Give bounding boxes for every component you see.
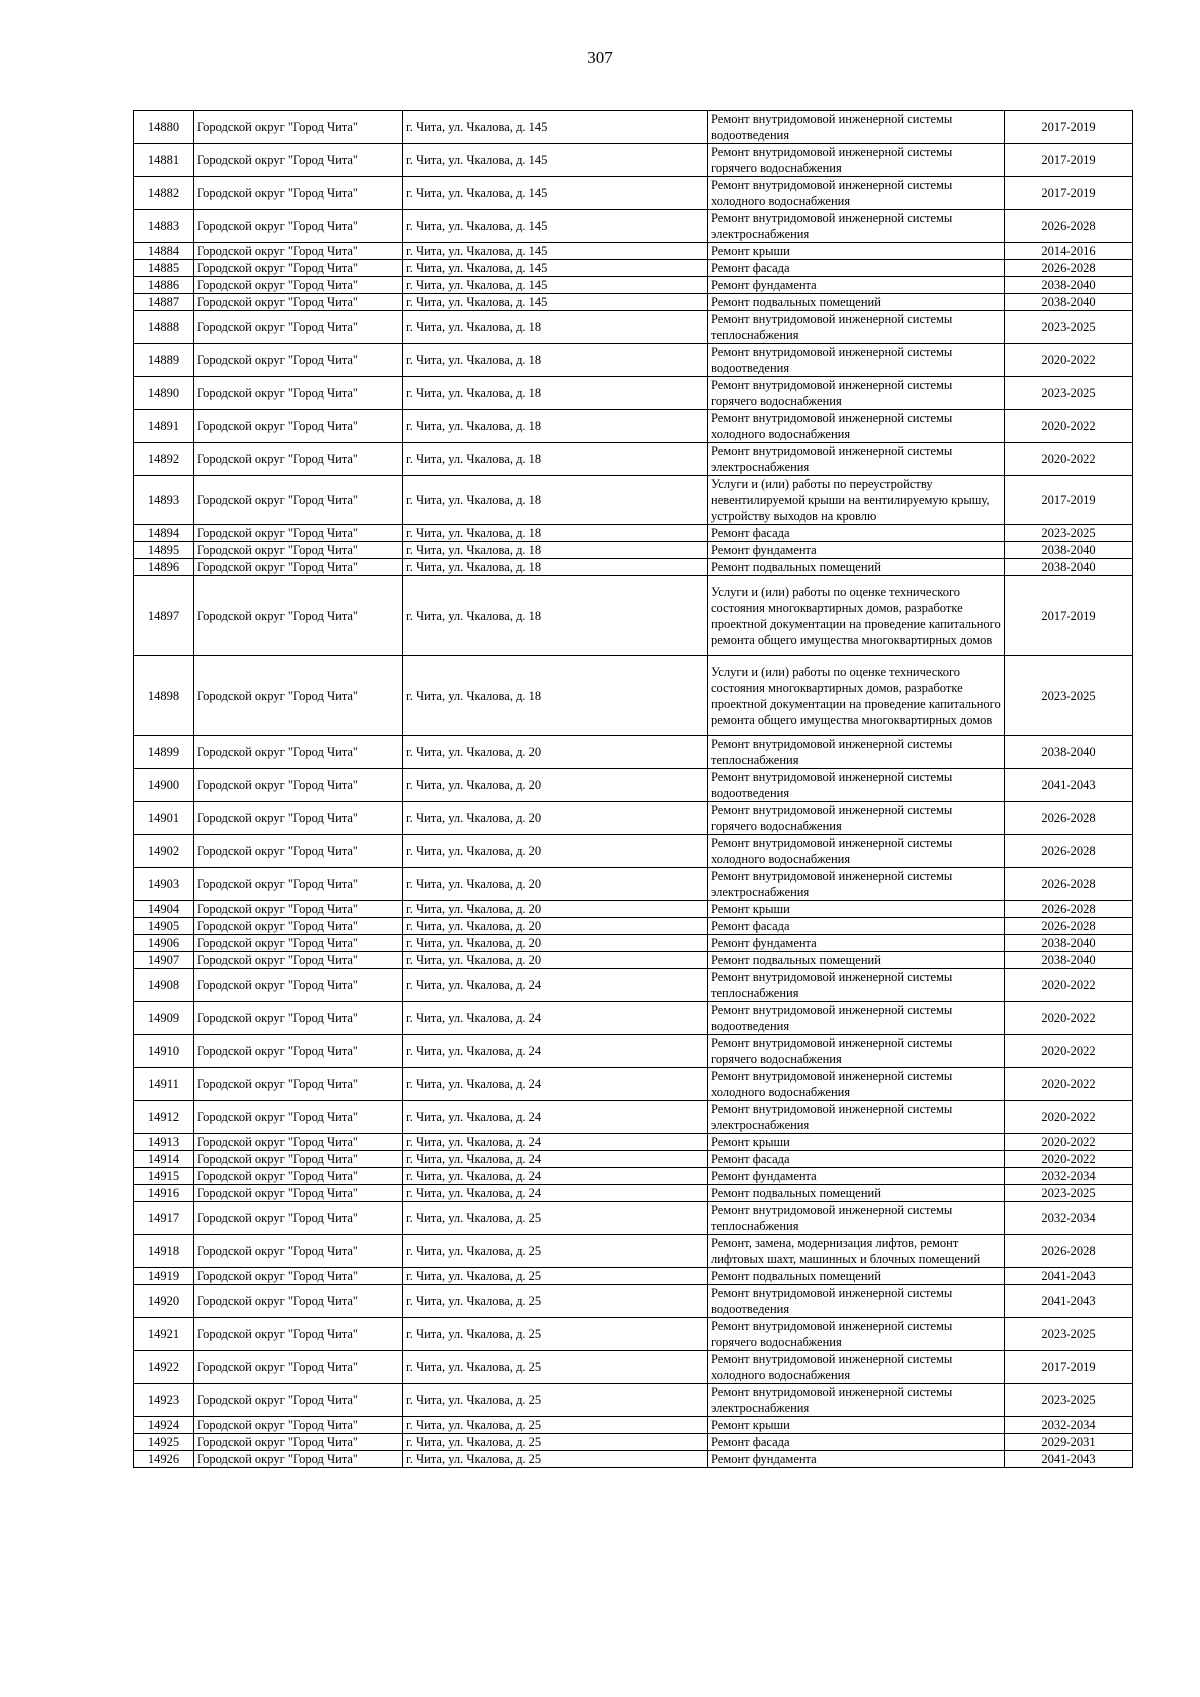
table-body: [134, 111, 1133, 1468]
row-number-cell: 14926: [134, 1451, 194, 1468]
row-number-cell: 14894: [134, 525, 194, 542]
work-type-cell: Ремонт фасада: [708, 525, 1005, 542]
address-cell: г. Чита, ул. Чкалова, д. 25: [403, 1318, 708, 1351]
address-cell: г. Чита, ул. Чкалова, д. 145: [403, 294, 708, 311]
work-type-cell: Ремонт подвальных помещений: [708, 294, 1005, 311]
table-row: [134, 294, 1133, 311]
municipality-cell: Городской округ "Город Чита": [194, 1417, 403, 1434]
address-cell: г. Чита, ул. Чкалова, д. 24: [403, 969, 708, 1002]
period-cell: 2020-2022: [1005, 1134, 1133, 1151]
row-number-cell: 14885: [134, 260, 194, 277]
row-number-cell: 14912: [134, 1101, 194, 1134]
table-row: [134, 344, 1133, 377]
municipality-cell: Городской округ "Город Чита": [194, 542, 403, 559]
municipality-cell: Городской округ "Город Чита": [194, 835, 403, 868]
address-cell: г. Чита, ул. Чкалова, д. 25: [403, 1268, 708, 1285]
table-row: [134, 525, 1133, 542]
period-cell: 2026-2028: [1005, 868, 1133, 901]
period-cell: 2020-2022: [1005, 969, 1133, 1002]
address-cell: г. Чита, ул. Чкалова, д. 25: [403, 1434, 708, 1451]
row-number-cell: 14920: [134, 1285, 194, 1318]
work-type-cell: Ремонт фундамента: [708, 1168, 1005, 1185]
work-type-cell: Ремонт, замена, модернизация лифтов, ремонт лифтовых шахт, машинных и блочных помещений: [708, 1235, 1005, 1268]
municipality-cell: Городской округ "Город Чита": [194, 952, 403, 969]
period-cell: 2017-2019: [1005, 476, 1133, 525]
row-number-cell: 14899: [134, 736, 194, 769]
table-row: [134, 1351, 1133, 1384]
row-number-cell: 14907: [134, 952, 194, 969]
row-number-cell: 14900: [134, 769, 194, 802]
table-row: [134, 1035, 1133, 1068]
work-type-cell: Услуги и (или) работы по переустройству невентилируемой крыши на вентилируемую крышу, устройству выходов на кровлю: [708, 476, 1005, 525]
table-row: [134, 736, 1133, 769]
municipality-cell: Городской округ "Город Чита": [194, 1268, 403, 1285]
address-cell: г. Чита, ул. Чкалова, д. 18: [403, 525, 708, 542]
municipality-cell: Городской округ "Город Чита": [194, 1285, 403, 1318]
work-type-cell: Ремонт крыши: [708, 1134, 1005, 1151]
period-cell: 2020-2022: [1005, 1035, 1133, 1068]
period-cell: 2038-2040: [1005, 542, 1133, 559]
period-cell: 2041-2043: [1005, 769, 1133, 802]
row-number-cell: 14893: [134, 476, 194, 525]
row-number-cell: 14882: [134, 177, 194, 210]
table-row: [134, 1101, 1133, 1134]
work-type-cell: Ремонт внутридомовой инженерной системы горячего водоснабжения: [708, 1035, 1005, 1068]
address-cell: г. Чита, ул. Чкалова, д. 20: [403, 769, 708, 802]
work-type-cell: Ремонт внутридомовой инженерной системы электроснабжения: [708, 868, 1005, 901]
row-number-cell: 14902: [134, 835, 194, 868]
row-number-cell: 14914: [134, 1151, 194, 1168]
row-number-cell: 14922: [134, 1351, 194, 1384]
row-number-cell: 14896: [134, 559, 194, 576]
row-number-cell: 14880: [134, 111, 194, 144]
work-type-cell: Ремонт фасада: [708, 918, 1005, 935]
work-type-cell: Ремонт внутридомовой инженерной системы теплоснабжения: [708, 969, 1005, 1002]
table-row: [134, 210, 1133, 243]
row-number-cell: 14901: [134, 802, 194, 835]
work-type-cell: Ремонт внутридомовой инженерной системы горячего водоснабжения: [708, 802, 1005, 835]
municipality-cell: Городской округ "Город Чита": [194, 443, 403, 476]
table-row: [134, 1434, 1133, 1451]
table-row: [134, 802, 1133, 835]
work-type-cell: Ремонт фундамента: [708, 935, 1005, 952]
work-type-cell: Ремонт внутридомовой инженерной системы холодного водоснабжения: [708, 410, 1005, 443]
table-row: [134, 111, 1133, 144]
period-cell: 2017-2019: [1005, 177, 1133, 210]
work-type-cell: Ремонт крыши: [708, 1417, 1005, 1434]
work-type-cell: Ремонт подвальных помещений: [708, 1185, 1005, 1202]
period-cell: 2026-2028: [1005, 210, 1133, 243]
row-number-cell: 14923: [134, 1384, 194, 1417]
period-cell: 2032-2034: [1005, 1168, 1133, 1185]
work-type-cell: Ремонт внутридомовой инженерной системы водоотведения: [708, 344, 1005, 377]
municipality-cell: Городской округ "Город Чита": [194, 210, 403, 243]
work-type-cell: Ремонт внутридомовой инженерной системы холодного водоснабжения: [708, 177, 1005, 210]
work-type-cell: Ремонт фасада: [708, 1151, 1005, 1168]
table-row: [134, 1168, 1133, 1185]
row-number-cell: 14906: [134, 935, 194, 952]
period-cell: 2026-2028: [1005, 901, 1133, 918]
period-cell: 2038-2040: [1005, 952, 1133, 969]
address-cell: г. Чита, ул. Чкалова, д. 25: [403, 1384, 708, 1417]
period-cell: 2026-2028: [1005, 1235, 1133, 1268]
municipality-cell: Городской округ "Город Чита": [194, 1101, 403, 1134]
work-type-cell: Ремонт внутридомовой инженерной системы холодного водоснабжения: [708, 835, 1005, 868]
address-cell: г. Чита, ул. Чкалова, д. 20: [403, 736, 708, 769]
period-cell: 2041-2043: [1005, 1268, 1133, 1285]
row-number-cell: 14898: [134, 656, 194, 736]
work-type-cell: Ремонт внутридомовой инженерной системы водоотведения: [708, 111, 1005, 144]
work-type-cell: Ремонт внутридомовой инженерной системы холодного водоснабжения: [708, 1351, 1005, 1384]
table-row: [134, 1417, 1133, 1434]
work-type-cell: Ремонт внутридомовой инженерной системы водоотведения: [708, 769, 1005, 802]
municipality-cell: Городской округ "Город Чита": [194, 525, 403, 542]
work-type-cell: Ремонт фундамента: [708, 1451, 1005, 1468]
address-cell: г. Чита, ул. Чкалова, д. 25: [403, 1285, 708, 1318]
work-type-cell: Ремонт внутридомовой инженерной системы теплоснабжения: [708, 1202, 1005, 1235]
page-number: 307: [587, 48, 613, 67]
municipality-cell: Городской округ "Город Чита": [194, 1384, 403, 1417]
row-number-cell: 14886: [134, 277, 194, 294]
work-type-cell: Ремонт внутридомовой инженерной системы электроснабжения: [708, 443, 1005, 476]
period-cell: 2041-2043: [1005, 1451, 1133, 1468]
table-row: [134, 410, 1133, 443]
address-cell: г. Чита, ул. Чкалова, д. 20: [403, 935, 708, 952]
municipality-cell: Городской округ "Город Чита": [194, 1434, 403, 1451]
work-type-cell: Ремонт подвальных помещений: [708, 952, 1005, 969]
period-cell: 2020-2022: [1005, 344, 1133, 377]
period-cell: 2032-2034: [1005, 1417, 1133, 1434]
address-cell: г. Чита, ул. Чкалова, д. 24: [403, 1168, 708, 1185]
municipality-cell: Городской округ "Город Чита": [194, 1185, 403, 1202]
period-cell: 2017-2019: [1005, 111, 1133, 144]
row-number-cell: 14884: [134, 243, 194, 260]
table-row: [134, 1202, 1133, 1235]
row-number-cell: 14924: [134, 1417, 194, 1434]
table-row: [134, 311, 1133, 344]
municipality-cell: Городской округ "Город Чита": [194, 1202, 403, 1235]
address-cell: г. Чита, ул. Чкалова, д. 145: [403, 111, 708, 144]
row-number-cell: 14889: [134, 344, 194, 377]
address-cell: г. Чита, ул. Чкалова, д. 24: [403, 1185, 708, 1202]
municipality-cell: Городской округ "Город Чита": [194, 576, 403, 656]
municipality-cell: Городской округ "Город Чита": [194, 1068, 403, 1101]
address-cell: г. Чита, ул. Чкалова, д. 25: [403, 1351, 708, 1384]
address-cell: г. Чита, ул. Чкалова, д. 145: [403, 277, 708, 294]
municipality-cell: Городской округ "Город Чита": [194, 736, 403, 769]
period-cell: 2023-2025: [1005, 656, 1133, 736]
municipality-cell: Городской округ "Город Чита": [194, 901, 403, 918]
municipality-cell: Городской округ "Город Чита": [194, 243, 403, 260]
row-number-cell: 14895: [134, 542, 194, 559]
period-cell: 2038-2040: [1005, 559, 1133, 576]
row-number-cell: 14909: [134, 1002, 194, 1035]
address-cell: г. Чита, ул. Чкалова, д. 18: [403, 377, 708, 410]
period-cell: 2014-2016: [1005, 243, 1133, 260]
table-row: [134, 559, 1133, 576]
table-row: [134, 443, 1133, 476]
address-cell: г. Чита, ул. Чкалова, д. 24: [403, 1134, 708, 1151]
period-cell: 2026-2028: [1005, 918, 1133, 935]
municipality-cell: Городской округ "Город Чита": [194, 377, 403, 410]
municipality-cell: Городской округ "Город Чита": [194, 1351, 403, 1384]
table-row: [134, 1285, 1133, 1318]
table-row: [134, 1068, 1133, 1101]
municipality-cell: Городской округ "Город Чита": [194, 1451, 403, 1468]
row-number-cell: 14903: [134, 868, 194, 901]
municipality-cell: Городской округ "Город Чита": [194, 111, 403, 144]
municipality-cell: Городской округ "Город Чита": [194, 311, 403, 344]
table-row: [134, 1235, 1133, 1268]
period-cell: 2017-2019: [1005, 144, 1133, 177]
municipality-cell: Городской округ "Город Чита": [194, 656, 403, 736]
address-cell: г. Чита, ул. Чкалова, д. 18: [403, 443, 708, 476]
municipality-cell: Городской округ "Город Чита": [194, 559, 403, 576]
table-row: [134, 476, 1133, 525]
municipality-cell: Городской округ "Город Чита": [194, 1235, 403, 1268]
work-type-cell: Ремонт крыши: [708, 243, 1005, 260]
municipality-cell: Городской округ "Город Чита": [194, 344, 403, 377]
address-cell: г. Чита, ул. Чкалова, д. 18: [403, 476, 708, 525]
row-number-cell: 14916: [134, 1185, 194, 1202]
row-number-cell: 14897: [134, 576, 194, 656]
period-cell: 2026-2028: [1005, 835, 1133, 868]
address-cell: г. Чита, ул. Чкалова, д. 25: [403, 1235, 708, 1268]
row-number-cell: 14887: [134, 294, 194, 311]
table-row: [134, 1185, 1133, 1202]
address-cell: г. Чита, ул. Чкалова, д. 145: [403, 177, 708, 210]
period-cell: 2020-2022: [1005, 1068, 1133, 1101]
work-type-cell: Ремонт внутридомовой инженерной системы электроснабжения: [708, 1101, 1005, 1134]
address-cell: г. Чита, ул. Чкалова, д. 18: [403, 410, 708, 443]
table-row: [134, 656, 1133, 736]
period-cell: 2020-2022: [1005, 410, 1133, 443]
row-number-cell: 14910: [134, 1035, 194, 1068]
address-cell: г. Чита, ул. Чкалова, д. 24: [403, 1101, 708, 1134]
municipality-cell: Городской округ "Город Чита": [194, 868, 403, 901]
address-cell: г. Чита, ул. Чкалова, д. 20: [403, 802, 708, 835]
address-cell: г. Чита, ул. Чкалова, д. 25: [403, 1451, 708, 1468]
municipality-cell: Городской округ "Город Чита": [194, 1168, 403, 1185]
period-cell: 2023-2025: [1005, 311, 1133, 344]
table-row: [134, 952, 1133, 969]
work-type-cell: Услуги и (или) работы по оценке технического состояния многоквартирных домов, разработке проектной документации на проведение капитального ремонта общего имущества многоквартирных домов: [708, 656, 1005, 736]
work-type-cell: Ремонт фундамента: [708, 277, 1005, 294]
period-cell: 2020-2022: [1005, 443, 1133, 476]
work-type-cell: Ремонт внутридомовой инженерной системы теплоснабжения: [708, 311, 1005, 344]
address-cell: г. Чита, ул. Чкалова, д. 18: [403, 656, 708, 736]
period-cell: 2038-2040: [1005, 294, 1133, 311]
table-row: [134, 1268, 1133, 1285]
work-type-cell: Ремонт внутридомовой инженерной системы водоотведения: [708, 1285, 1005, 1318]
table-row: [134, 377, 1133, 410]
table-row: [134, 868, 1133, 901]
row-number-cell: 14888: [134, 311, 194, 344]
municipality-cell: Городской округ "Город Чита": [194, 1318, 403, 1351]
address-cell: г. Чита, ул. Чкалова, д. 20: [403, 901, 708, 918]
period-cell: 2038-2040: [1005, 935, 1133, 952]
table-row: [134, 1318, 1133, 1351]
row-number-cell: 14905: [134, 918, 194, 935]
table-row: [134, 1384, 1133, 1417]
work-type-cell: Ремонт внутридомовой инженерной системы холодного водоснабжения: [708, 1068, 1005, 1101]
work-type-cell: Ремонт внутридомовой инженерной системы горячего водоснабжения: [708, 144, 1005, 177]
table-row: [134, 935, 1133, 952]
period-cell: 2029-2031: [1005, 1434, 1133, 1451]
row-number-cell: 14908: [134, 969, 194, 1002]
address-cell: г. Чита, ул. Чкалова, д. 20: [403, 952, 708, 969]
address-cell: г. Чита, ул. Чкалова, д. 25: [403, 1202, 708, 1235]
period-cell: 2026-2028: [1005, 802, 1133, 835]
period-cell: 2041-2043: [1005, 1285, 1133, 1318]
period-cell: 2023-2025: [1005, 1318, 1133, 1351]
address-cell: г. Чита, ул. Чкалова, д. 20: [403, 835, 708, 868]
row-number-cell: 14915: [134, 1168, 194, 1185]
address-cell: г. Чита, ул. Чкалова, д. 24: [403, 1068, 708, 1101]
table-row: [134, 144, 1133, 177]
municipality-cell: Городской округ "Город Чита": [194, 277, 403, 294]
work-type-cell: Услуги и (или) работы по оценке технического состояния многоквартирных домов, разработке проектной документации на проведение капитального ремонта общего имущества многоквартирных домов: [708, 576, 1005, 656]
table-row: [134, 969, 1133, 1002]
table-row: [134, 769, 1133, 802]
work-type-cell: Ремонт крыши: [708, 901, 1005, 918]
municipality-cell: Городской округ "Город Чита": [194, 294, 403, 311]
municipality-cell: Городской округ "Город Чита": [194, 918, 403, 935]
period-cell: 2023-2025: [1005, 525, 1133, 542]
work-type-cell: Ремонт подвальных помещений: [708, 559, 1005, 576]
address-cell: г. Чита, ул. Чкалова, д. 24: [403, 1035, 708, 1068]
period-cell: 2023-2025: [1005, 1185, 1133, 1202]
row-number-cell: 14881: [134, 144, 194, 177]
row-number-cell: 14904: [134, 901, 194, 918]
period-cell: 2038-2040: [1005, 736, 1133, 769]
municipality-cell: Городской округ "Город Чита": [194, 177, 403, 210]
row-number-cell: 14918: [134, 1235, 194, 1268]
address-cell: г. Чита, ул. Чкалова, д. 24: [403, 1002, 708, 1035]
row-number-cell: 14913: [134, 1134, 194, 1151]
work-type-cell: Ремонт внутридомовой инженерной системы теплоснабжения: [708, 736, 1005, 769]
table-row: [134, 243, 1133, 260]
municipality-cell: Городской округ "Город Чита": [194, 769, 403, 802]
row-number-cell: 14911: [134, 1068, 194, 1101]
table-row: [134, 1451, 1133, 1468]
row-number-cell: 14925: [134, 1434, 194, 1451]
address-cell: г. Чита, ул. Чкалова, д. 24: [403, 1151, 708, 1168]
address-cell: г. Чита, ул. Чкалова, д. 145: [403, 260, 708, 277]
address-cell: г. Чита, ул. Чкалова, д. 18: [403, 344, 708, 377]
address-cell: г. Чита, ул. Чкалова, д. 20: [403, 918, 708, 935]
work-type-cell: Ремонт внутридомовой инженерной системы горячего водоснабжения: [708, 1318, 1005, 1351]
table-row: [134, 1002, 1133, 1035]
row-number-cell: 14919: [134, 1268, 194, 1285]
table-row: [134, 542, 1133, 559]
municipality-cell: Городской округ "Город Чита": [194, 1134, 403, 1151]
period-cell: 2023-2025: [1005, 1384, 1133, 1417]
address-cell: г. Чита, ул. Чкалова, д. 145: [403, 144, 708, 177]
table-row: [134, 576, 1133, 656]
period-cell: 2017-2019: [1005, 576, 1133, 656]
table-row: [134, 277, 1133, 294]
municipality-cell: Городской округ "Город Чита": [194, 144, 403, 177]
address-cell: г. Чита, ул. Чкалова, д. 18: [403, 311, 708, 344]
period-cell: 2038-2040: [1005, 277, 1133, 294]
period-cell: 2020-2022: [1005, 1151, 1133, 1168]
work-type-cell: Ремонт фундамента: [708, 542, 1005, 559]
row-number-cell: 14891: [134, 410, 194, 443]
work-type-cell: Ремонт фасада: [708, 1434, 1005, 1451]
work-type-cell: Ремонт внутридомовой инженерной системы электроснабжения: [708, 1384, 1005, 1417]
repair-schedule-table: [133, 110, 1133, 1468]
municipality-cell: Городской округ "Город Чита": [194, 935, 403, 952]
municipality-cell: Городской округ "Город Чита": [194, 1035, 403, 1068]
row-number-cell: 14892: [134, 443, 194, 476]
work-type-cell: Ремонт фасада: [708, 260, 1005, 277]
work-type-cell: Ремонт внутридомовой инженерной системы электроснабжения: [708, 210, 1005, 243]
address-cell: г. Чита, ул. Чкалова, д. 20: [403, 868, 708, 901]
municipality-cell: Городской округ "Город Чита": [194, 260, 403, 277]
period-cell: 2023-2025: [1005, 377, 1133, 410]
period-cell: 2032-2034: [1005, 1202, 1133, 1235]
table-row: [134, 918, 1133, 935]
table-row: [134, 1134, 1133, 1151]
period-cell: 2017-2019: [1005, 1351, 1133, 1384]
address-cell: г. Чита, ул. Чкалова, д. 25: [403, 1417, 708, 1434]
address-cell: г. Чита, ул. Чкалова, д. 18: [403, 542, 708, 559]
address-cell: г. Чита, ул. Чкалова, д. 145: [403, 210, 708, 243]
row-number-cell: 14921: [134, 1318, 194, 1351]
municipality-cell: Городской округ "Город Чита": [194, 802, 403, 835]
row-number-cell: 14890: [134, 377, 194, 410]
table-row: [134, 835, 1133, 868]
municipality-cell: Городской округ "Город Чита": [194, 1151, 403, 1168]
table-row: [134, 260, 1133, 277]
municipality-cell: Городской округ "Город Чита": [194, 1002, 403, 1035]
period-cell: 2020-2022: [1005, 1101, 1133, 1134]
period-cell: 2026-2028: [1005, 260, 1133, 277]
work-type-cell: Ремонт внутридомовой инженерной системы водоотведения: [708, 1002, 1005, 1035]
row-number-cell: 14883: [134, 210, 194, 243]
row-number-cell: 14917: [134, 1202, 194, 1235]
table-row: [134, 1151, 1133, 1168]
work-type-cell: Ремонт внутридомовой инженерной системы горячего водоснабжения: [708, 377, 1005, 410]
work-type-cell: Ремонт подвальных помещений: [708, 1268, 1005, 1285]
address-cell: г. Чита, ул. Чкалова, д. 18: [403, 576, 708, 656]
table-row: [134, 177, 1133, 210]
municipality-cell: Городской округ "Город Чита": [194, 410, 403, 443]
address-cell: г. Чита, ул. Чкалова, д. 145: [403, 243, 708, 260]
municipality-cell: Городской округ "Город Чита": [194, 969, 403, 1002]
table-row: [134, 901, 1133, 918]
municipality-cell: Городской округ "Город Чита": [194, 476, 403, 525]
address-cell: г. Чита, ул. Чкалова, д. 18: [403, 559, 708, 576]
period-cell: 2020-2022: [1005, 1002, 1133, 1035]
